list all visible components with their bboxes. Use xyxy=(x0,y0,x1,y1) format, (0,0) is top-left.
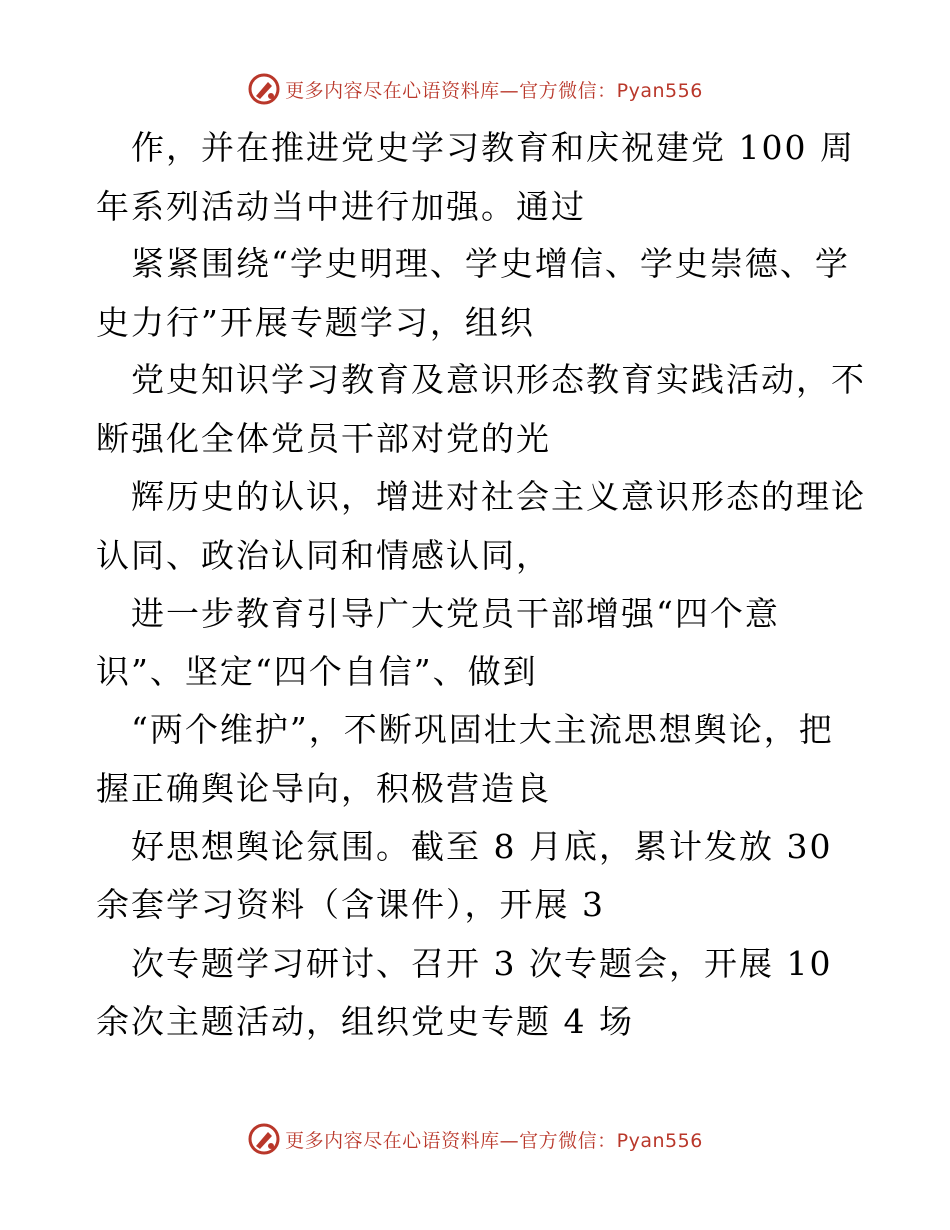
body-line: 断强化全体党员干部对党的光 xyxy=(96,419,551,458)
body-line: 认同、政治认同和情感认同， xyxy=(96,536,551,575)
footer-banner-text: 更多内容尽在心语资料库—官方微信：Pyan556 xyxy=(285,1129,703,1152)
footer-banner xyxy=(0,1122,950,1156)
body-line: 好思想舆论氛围。截至 8 月底，累计发放 30 xyxy=(96,827,833,866)
body-line: 年系列活动当中进行加强。通过 xyxy=(96,187,586,226)
body-line: “两个维护”，不断巩固壮大主流思想舆论，把 xyxy=(96,710,834,749)
body-line: 次专题学习研讨、召开 3 次专题会，开展 10 xyxy=(96,944,833,983)
body-line: 紧紧围绕“学史明理、学史增信、学史崇德、学 xyxy=(96,244,850,283)
body-line: 进一步教育引导广大党员干部增强“四个意 xyxy=(96,594,780,633)
brand-logo-icon xyxy=(247,72,281,106)
body-line: 史力行”开展专题学习，组织 xyxy=(96,303,535,342)
header-banner-text: 更多内容尽在心语资料库—官方微信：Pyan556 xyxy=(285,79,703,102)
brand-logo-icon xyxy=(247,1122,281,1156)
body-line: 握正确舆论导向，积极营造良 xyxy=(96,769,551,808)
header-banner xyxy=(0,72,950,106)
body-line: 余次主题活动，组织党史专题 4 场 xyxy=(96,1002,634,1041)
body-line: 党史知识学习教育及意识形态教育实践活动，不 xyxy=(96,360,866,399)
body-line: 作，并在推进党史学习教育和庆祝建党 100 周 xyxy=(96,128,855,167)
body-line: 余套学习资料（含课件），开展 3 xyxy=(96,885,605,924)
body-line: 辉历史的认识，增进对社会主义意识形态的理论 xyxy=(96,477,866,516)
body-line: 识”、坚定“四个自信”、做到 xyxy=(96,652,538,691)
